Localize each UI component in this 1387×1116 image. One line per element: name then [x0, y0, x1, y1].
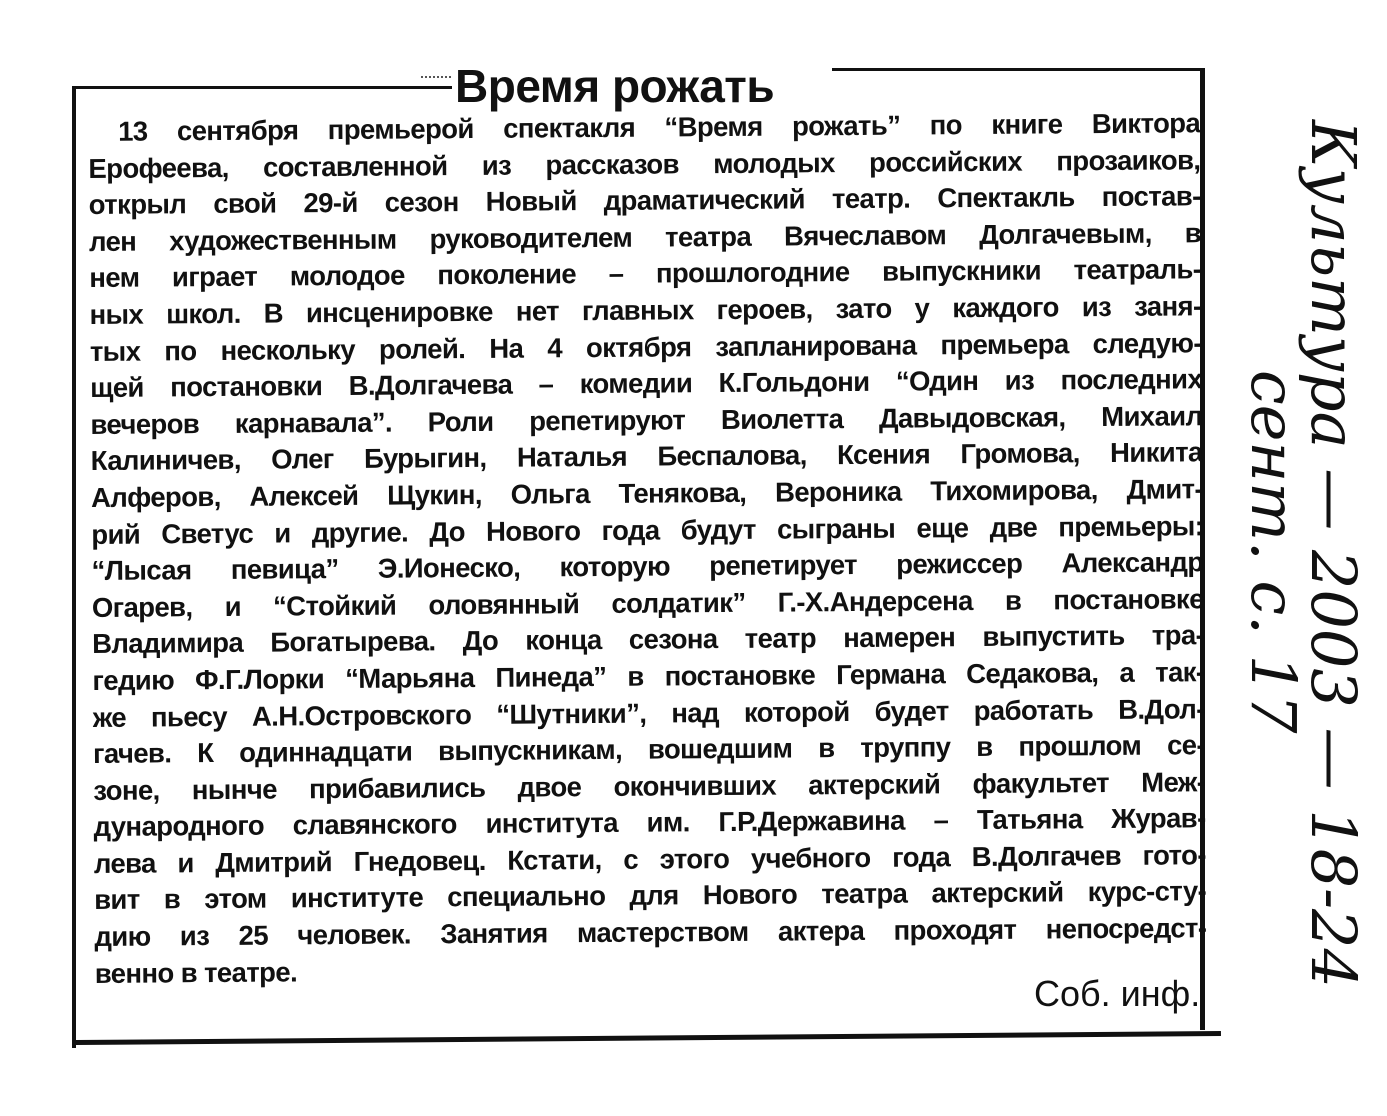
frame-border-left — [72, 86, 76, 1048]
article-line: венно в театре. — [94, 956, 298, 989]
article-line: же пьесу А.Н.Островского “Шутники”, над которой будет работать В.Дол- — [92, 692, 1205, 733]
article-line: Огарев, и “Стойкий оловянный солдатик” Г.-Х.Андерсена в постановке — [91, 582, 1204, 623]
article-line: ных школ. В инсценировке нет главных героев, зато у каждого из заня- — [89, 290, 1202, 330]
handwritten-source-note — [1228, 120, 1378, 988]
article-line: дународного славянского института им. Г.Р.Державина – Татьяна Журав- — [93, 802, 1206, 843]
article-line: лен художественным руководителем театра Вячеславом Долгачевым, в — [88, 217, 1202, 257]
article-line: гедию Ф.Г.Лорки “Марьяна Пинеда” в постановке Германа Седакова, а так- — [92, 656, 1205, 696]
handwritten-note-line-2: сент. с. 17 — [1237, 370, 1310, 734]
article-line: зоне, нынче прибавились двое окончивших актерский факультет Меж- — [93, 765, 1206, 806]
article-signature: Соб. инф. — [1034, 973, 1201, 1014]
frame-border-top-right — [832, 68, 1202, 71]
article-line: 13 сентября премьерой спектакля “Время рожать” по книге Виктора — [118, 107, 1201, 147]
article-line: “Лысая певица” Э.Ионеско, которую репетирует режиссер Александр — [91, 546, 1204, 587]
article-line: рий Светус и другие. До Нового года будут сыграны еще две премьеры: — [91, 509, 1204, 550]
article-line: тых по нескольку ролей. На 4 октября запланирована премьера следую- — [89, 326, 1202, 367]
article-line: открыл свой 29-й сезон Новый драматический театр. Спектакль постав- — [88, 180, 1201, 221]
article-line: Алферов, Алексей Щукин, Ольга Тенякова, Вероника Тихомирова, Дмит- — [90, 473, 1204, 513]
frame-border-bottom — [76, 1031, 1221, 1045]
article-line: гачев. К одиннадцати выпускникам, вошедшим в труппу в прошлом се- — [92, 729, 1206, 770]
article-body — [88, 105, 1207, 992]
print-dots — [421, 76, 451, 82]
article-line: вит в этом институте специально для Нового театра актерский курс-сту- — [94, 875, 1207, 916]
handwritten-note-line-1: Культура — 2003 — 18-24 — [1297, 120, 1370, 988]
article-line: щей постановки В.Долгачева – комедии К.Гольдони “Один из последних — [90, 363, 1203, 404]
article-line: лева и Дмитрий Гнедовец. Кстати, с этого учебного года В.Долгачев гото- — [93, 839, 1206, 879]
article-line: дию из 25 человек. Занятия мастерством актера проходят непосредст- — [94, 912, 1207, 953]
article-line: Ерофеева, составленной из рассказов молодых российских прозаиков, — [88, 143, 1201, 184]
frame-border-top-left — [72, 86, 452, 89]
article-line: Калиничев, Олег Бурыгин, Наталья Беспалова, Ксения Громова, Никита — [90, 436, 1203, 477]
article-line: Владимира Богатырева. До конца сезона театр намерен выпустить тра- — [92, 619, 1205, 660]
article-headline: Время рожать — [455, 60, 775, 112]
article-line: вечеров карнавала”. Роли репетируют Виолетта Давыдовская, Михаил — [90, 400, 1203, 440]
article-line: нем играет молодое поколение – прошлогодние выпускники театраль- — [89, 253, 1202, 294]
